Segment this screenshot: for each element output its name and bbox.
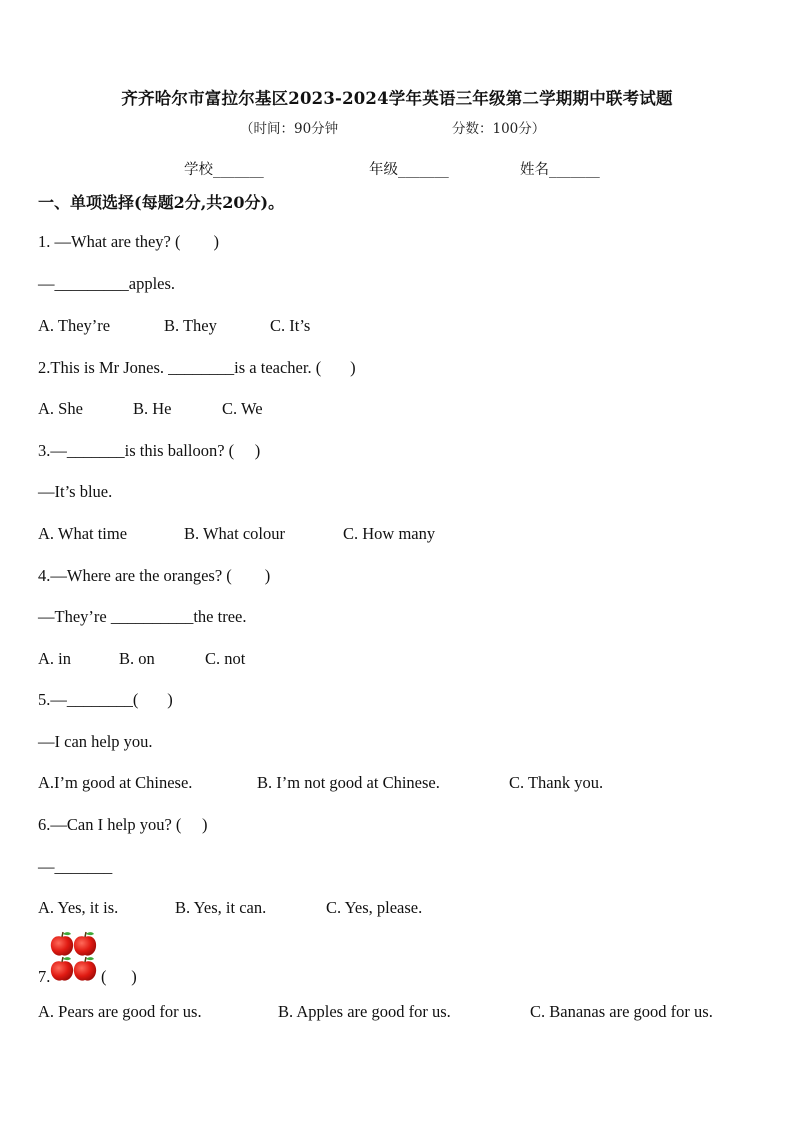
question-6-option-a: A. Yes, it is. [38,898,119,917]
question-1-answer-line: —_________apples. [38,274,176,293]
apples-icon [50,931,98,981]
question-2-stem: 2.This is Mr Jones. ________is a teacher. ( ) [38,358,356,377]
school-field: 学校_______ [184,162,264,178]
question-3-option-b: B. What colour [184,524,285,543]
question-2-option-b: B. He [133,399,172,418]
exam-score: 分数：100分） [452,121,546,137]
question-7-option-a: A. Pears are good for us. [38,1002,202,1021]
question-3-answer-line: —It’s blue. [38,482,113,501]
question-1-option-c: C. It’s [270,316,311,335]
question-1-option-a: A. They’re [38,316,111,335]
question-4-stem: 4.—Where are the oranges? ( ) [38,566,271,585]
question-6-stem: 6.—Can I help you? ( ) [38,815,208,834]
question-7-option-c: C. Bananas are good for us. [530,1002,713,1021]
question-6-option-c: C. Yes, please. [326,898,423,917]
question-6-answer-line: —_______ [38,857,113,876]
question-1-option-b: B. They [164,316,217,335]
question-5-answer-line: —I can help you. [38,732,153,751]
page-title: 齐齐哈尔市富拉尔基区2023-2024学年英语三年级第二学期期中联考试题 [121,89,673,108]
question-3-option-c: C. How many [343,524,436,543]
question-6-option-b: B. Yes, it can. [175,898,267,917]
question-5-stem: 5.—________( ) [38,690,173,709]
question-4-option-c: C. not [205,649,246,668]
question-4-answer-line: —They’re __________the tree. [38,607,247,626]
exam-time: （时间：90分钟 [240,121,339,137]
question-2-option-a: A. She [38,399,83,418]
question-5-option-a: A.I’m good at Chinese. [38,773,193,792]
question-5-option-c: C. Thank you. [509,773,604,792]
question-3-stem: 3.—_______is this balloon? ( ) [38,441,261,460]
question-1-stem: 1. —What are they? ( ) [38,232,219,251]
question-4-option-b: B. on [119,649,155,668]
question-4-option-a: A. in [38,649,71,668]
question-3-option-a: A. What time [38,524,128,543]
section-heading: 一、单项选择(每题2分,共20分)。 [38,193,285,212]
question-7-option-b: B. Apples are good for us. [278,1002,451,1021]
question-5-option-b: B. I’m not good at Chinese. [257,773,440,792]
apples-picture [50,931,98,985]
question-7-number: 7. [38,967,51,986]
question-7-paren: ( ) [101,967,137,986]
question-2-option-c: C. We [222,399,263,418]
name-field: 姓名_______ [520,162,600,178]
grade-field: 年级_______ [369,162,449,178]
